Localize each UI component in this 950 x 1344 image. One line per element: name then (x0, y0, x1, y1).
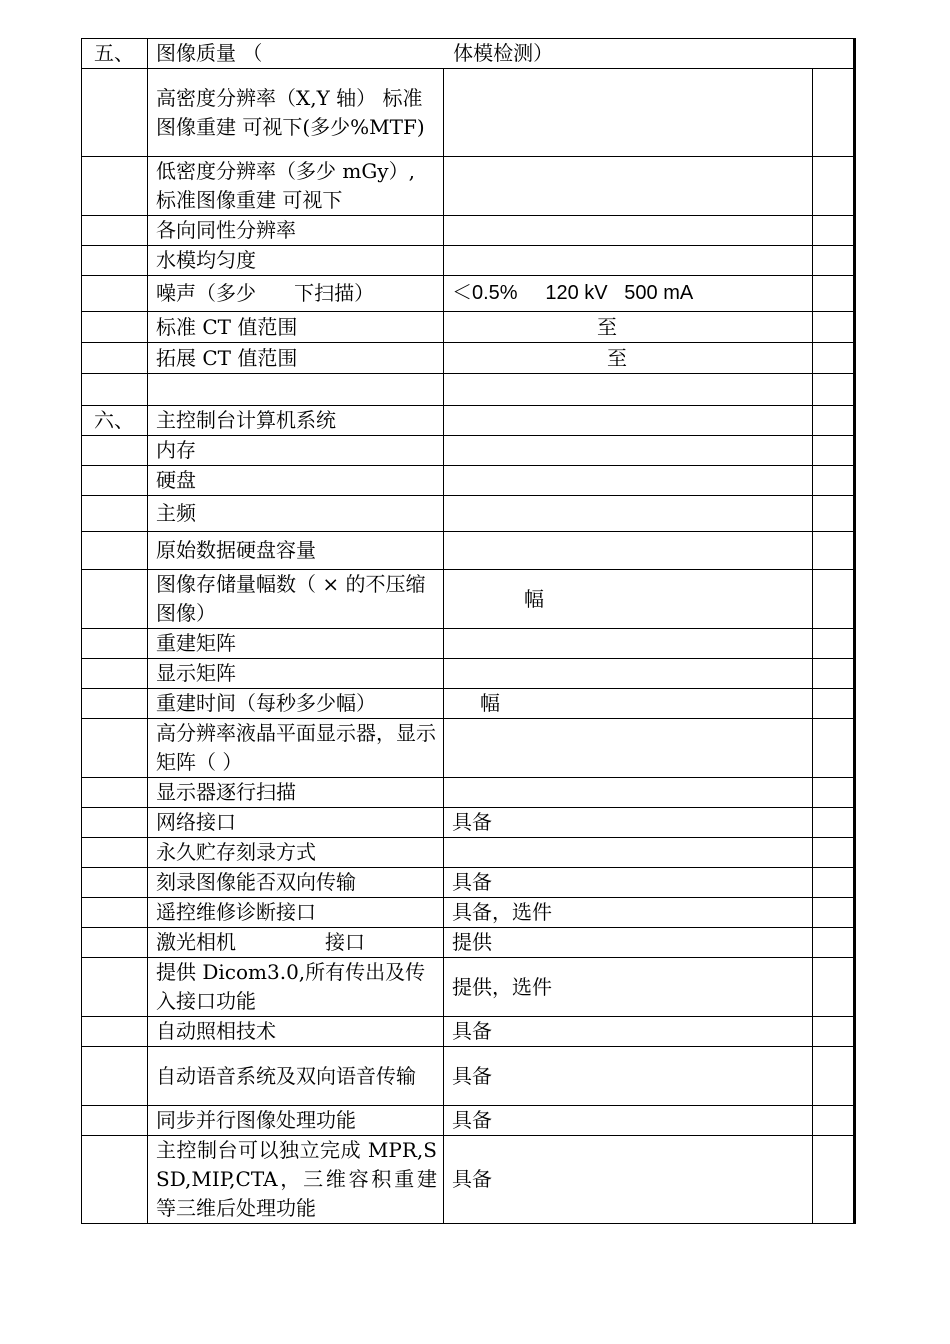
row-label: 网络接口 (148, 808, 444, 838)
row-value (444, 659, 813, 689)
row-value (444, 157, 813, 216)
section-title: 图像质量 （ 体模检测） (148, 39, 855, 69)
row-label: 刻录图像能否双向传输 (148, 868, 444, 898)
table-row (82, 466, 855, 496)
row-label: 提供 Dicom3.0,所有传出及传入接口功能 (148, 958, 444, 1017)
row-label: 高密度分辨率（X,Y 轴） 标准图像重建 可视下(多少%MTF) (148, 69, 444, 157)
row-value: 具备 (444, 1106, 813, 1136)
table-row (82, 1106, 855, 1136)
table-row (82, 1047, 855, 1106)
row-value (444, 778, 813, 808)
table-row (82, 374, 855, 406)
row-label: 永久贮存刻录方式 (148, 838, 444, 868)
table-row (82, 958, 855, 1017)
row-label: 激光相机 接口 (148, 928, 444, 958)
table-row (82, 928, 855, 958)
row-label: 水模均匀度 (148, 246, 444, 276)
table-row (82, 436, 855, 466)
row-value: 提供，选件 (444, 958, 813, 1017)
table-row (82, 570, 855, 629)
table-row (82, 719, 855, 778)
row-value: 具备 (444, 1017, 813, 1047)
row-label: 重建时间（每秒多少幅） (148, 689, 444, 719)
row-label: 显示器逐行扫描 (148, 778, 444, 808)
table-row (82, 808, 855, 838)
row-value (444, 629, 813, 659)
table-row (82, 532, 855, 570)
row-label: 高分辨率液晶平面显示器，显示矩阵（ ） (148, 719, 444, 778)
row-label: 同步并行图像处理功能 (148, 1106, 444, 1136)
row-value: 具备 (444, 808, 813, 838)
row-label: 各向同性分辨率 (148, 216, 444, 246)
row-value: 具备 (444, 868, 813, 898)
row-value: 提供 (444, 928, 813, 958)
section-title: 主控制台计算机系统 (148, 406, 444, 436)
row-value: 幅 (444, 689, 813, 719)
section-number: 六、 (82, 406, 148, 436)
table-row (82, 1017, 855, 1047)
table-row (82, 496, 855, 532)
row-label: 噪声（多少 下扫描） (148, 276, 444, 312)
table-row (82, 778, 855, 808)
spec-table (81, 38, 856, 1224)
row-label: 重建矩阵 (148, 629, 444, 659)
row-label: 遥控维修诊断接口 (148, 898, 444, 928)
table-row (82, 276, 855, 312)
row-value (444, 719, 813, 778)
table-row (82, 838, 855, 868)
section-number: 五、 (82, 39, 148, 69)
table-row (82, 898, 855, 928)
row-label: 拓展 CT 值范围 (148, 343, 444, 374)
row-value (444, 216, 813, 246)
row-value (444, 532, 813, 570)
row-label: 原始数据硬盘容量 (148, 532, 444, 570)
table-row (82, 246, 855, 276)
row-value (444, 69, 813, 157)
row-label: 标准 CT 值范围 (148, 312, 444, 343)
row-value: 具备 (444, 1136, 813, 1224)
section-header-row (82, 406, 855, 436)
row-label: 自动语音系统及双向语音传输 (148, 1047, 444, 1106)
table-row (82, 69, 855, 157)
table-row (82, 629, 855, 659)
section-header-row (82, 39, 855, 69)
table-row (82, 689, 855, 719)
row-label: 主频 (148, 496, 444, 532)
table-row (82, 1136, 855, 1224)
row-label: 显示矩阵 (148, 659, 444, 689)
row-label (148, 374, 444, 406)
table-row (82, 659, 855, 689)
row-label: 内存 (148, 436, 444, 466)
row-value: ＜0.5% 120 kV 500 mA (444, 276, 813, 312)
table-row (82, 343, 855, 374)
table-row (82, 157, 855, 216)
row-label: 硬盘 (148, 466, 444, 496)
row-value: 具备，选件 (444, 898, 813, 928)
row-label: 图像存储量幅数（ × 的不压缩图像） (148, 570, 444, 629)
row-value: 至 (444, 312, 813, 343)
row-label: 低密度分辨率（多少 mGy）, 标准图像重建 可视下 (148, 157, 444, 216)
row-label: 主控制台可以独立完成 MPR,SSD,MIP,CTA，三维容积重建等三维后处理功能 (148, 1136, 444, 1224)
table-row (82, 312, 855, 343)
row-label: 自动照相技术 (148, 1017, 444, 1047)
row-value (444, 838, 813, 868)
row-value (444, 496, 813, 532)
row-value (444, 466, 813, 496)
table-row (82, 868, 855, 898)
row-value: 具备 (444, 1047, 813, 1106)
row-value (444, 436, 813, 466)
row-value (444, 374, 813, 406)
row-value: 至 (444, 343, 813, 374)
table-row (82, 216, 855, 246)
row-value: 幅 (444, 570, 813, 629)
row-value (444, 246, 813, 276)
